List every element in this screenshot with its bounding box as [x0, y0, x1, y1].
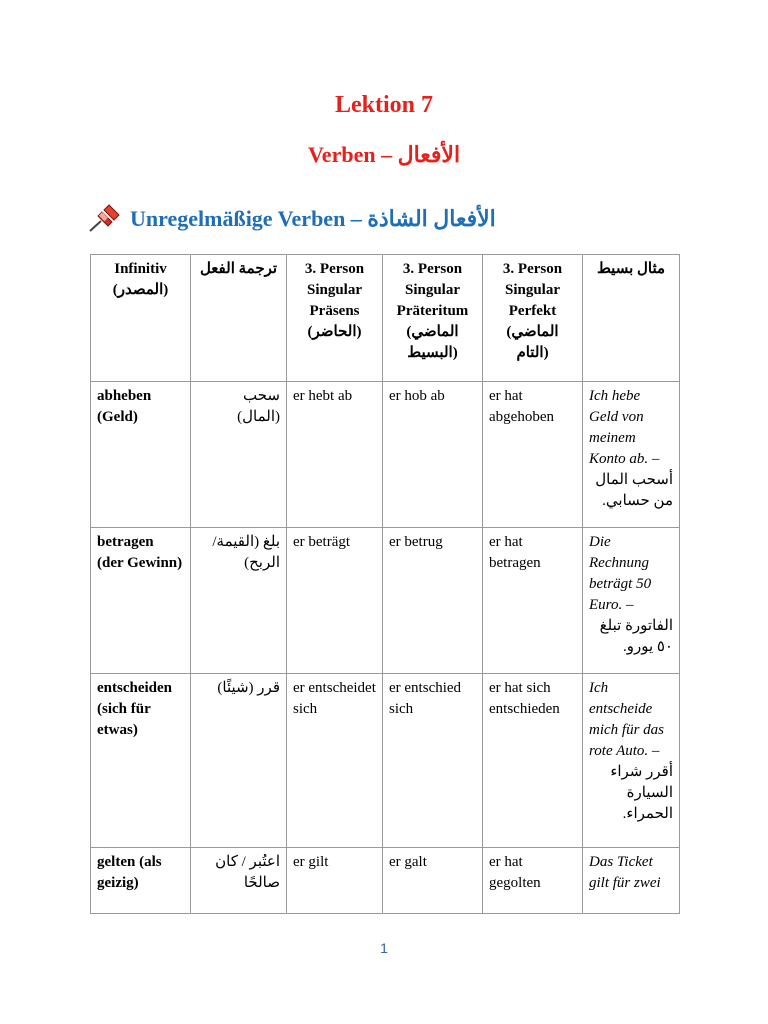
example-ar: الفاتورة تبلغ ٥٠ يورو.	[599, 618, 673, 655]
cell-praeteritum: er entschied sich	[383, 674, 483, 848]
example-de: Die Rechnung beträgt 50 Euro. –	[589, 534, 652, 613]
page-number: 1	[380, 940, 388, 956]
cell-infinitiv: entscheiden (sich für etwas)	[91, 674, 191, 848]
cell-translation: سحب (المال)	[191, 382, 287, 528]
cell-infinitiv: betragen (der Gewinn)	[91, 528, 191, 674]
verb-table	[90, 254, 680, 914]
pushpin-icon	[86, 204, 124, 234]
example-de: Das Ticket gilt für zwei	[589, 854, 661, 891]
cell-example	[583, 848, 680, 914]
section-heading	[86, 204, 686, 234]
page-title: Lektion 7	[334, 92, 433, 118]
table-header-row	[91, 255, 680, 382]
cell-praesens: er entscheidet sich	[287, 674, 383, 848]
cell-infinitiv: gelten (als geizig)	[91, 848, 191, 914]
cell-perfekt: er hat abgehoben	[483, 382, 583, 528]
table-row	[91, 848, 680, 914]
header-praesens: 3. Person Singular Präsens (الحاضر)	[287, 255, 383, 382]
cell-praesens: er hebt ab	[287, 382, 383, 528]
cell-praesens: er beträgt	[287, 528, 383, 674]
header-infinitiv: Infinitiv (المصدر)	[91, 255, 191, 382]
cell-perfekt: er hat betragen	[483, 528, 583, 674]
table-row	[91, 528, 680, 674]
cell-translation: قرر (شيئًا)	[191, 674, 287, 848]
cell-infinitiv: abheben (Geld)	[91, 382, 191, 528]
cell-example	[583, 382, 680, 528]
cell-example	[583, 528, 680, 674]
cell-praesens: er gilt	[287, 848, 383, 914]
header-perfekt: 3. Person Singular Perfekt (الماضي التام)	[483, 255, 583, 382]
example-de: Ich entscheide mich für das rote Auto. –	[589, 680, 664, 759]
table-row	[91, 674, 680, 848]
cell-praeteritum: er hob ab	[383, 382, 483, 528]
cell-example	[583, 674, 680, 848]
section-heading-label: Unregelmäßige Verben – الأفعال الشاذة	[130, 206, 496, 231]
header-praeteritum: 3. Person Singular Präteritum (الماضي البسيط)	[383, 255, 483, 382]
cell-praeteritum: er galt	[383, 848, 483, 914]
header-translation: ترجمة الفعل	[191, 255, 287, 382]
table-row	[91, 382, 680, 528]
cell-translation: اعتُبر / كان صالحًا	[191, 848, 287, 914]
example-ar: أقرر شراء السيارة الحمراء.	[610, 764, 673, 822]
cell-praeteritum: er betrug	[383, 528, 483, 674]
cell-perfekt: er hat sich entschieden	[483, 674, 583, 848]
cell-translation: بلغ (القيمة/الربح)	[191, 528, 287, 674]
cell-perfekt: er hat gegolten	[483, 848, 583, 914]
example-de: Ich hebe Geld von meinem Konto ab. –	[589, 388, 660, 467]
header-example: مثال بسيط	[583, 255, 680, 382]
example-ar: أسحب المال من حسابي.	[595, 472, 673, 509]
page-subtitle: Verben – الأفعال	[307, 142, 461, 167]
